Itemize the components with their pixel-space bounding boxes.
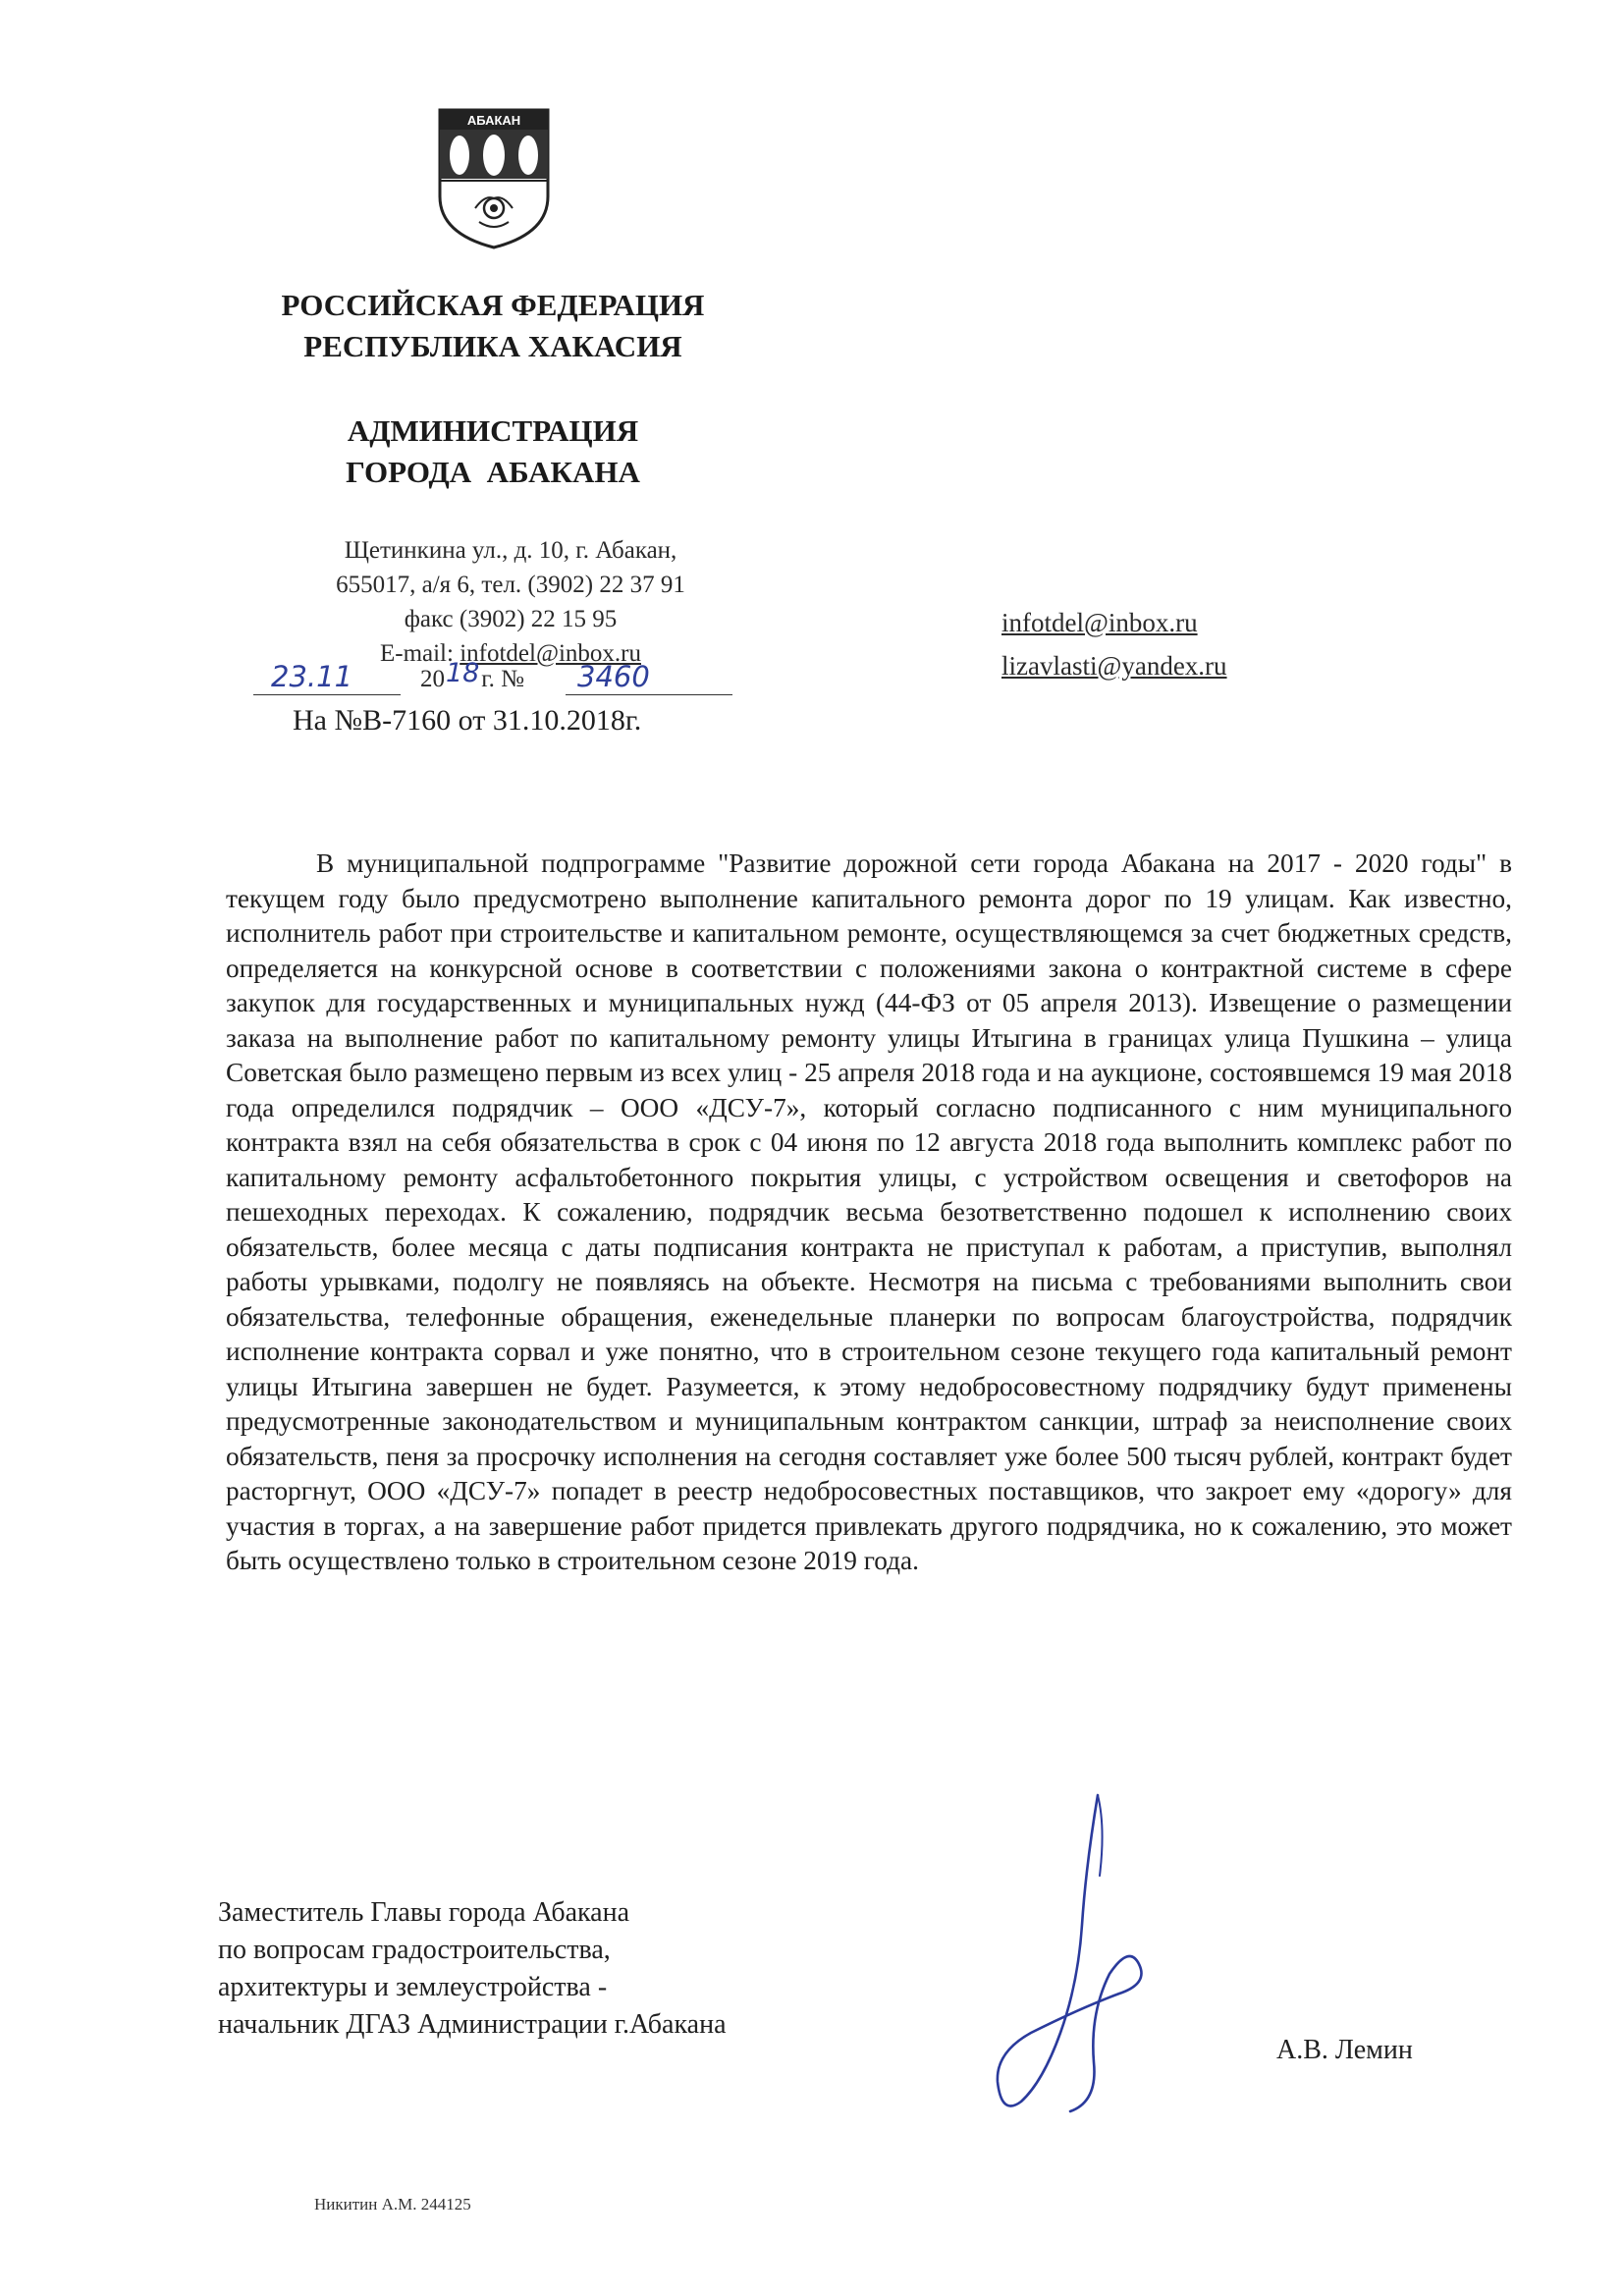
signer-position: [218, 1894, 925, 2044]
reference-line: На №В-7160 от 31.10.2018г.: [293, 704, 642, 737]
position-line-4: начальник ДГАЗ Администрации г.Абакана: [218, 2009, 727, 2040]
letter-body: В муниципальной подпрограмме "Развитие дорожной сети города Абакана на 2017 - 2020 годы" в текущем году было предусмотрено выполнение капитального ремонта дорог по 19 улицам. Как известно, исполнитель работ при строительстве и капитальном ремонте, осуществляющемся за счет бюджетных средств, определяется на конкурсной основе в соответствии с положениями закона о контрактной системе в сфере закупок для государственных и муниципальных нужд (44-ФЗ от 05 апреля 2013). Извещение о размещении заказа на выполнение работ по капитальному ремонту улицы Итыгина в границах улица Пушкина – улица Советская было размещено первым из всех улиц - 25 апреля 2018 года и на аукционе, состоявшемся 19 мая 2018 года определился подрядчик – ООО «ДСУ-7», который согласно подписанного с ним муниципального контракта взял на себя обязательства в срок с 04 июня по 12 августа 2018 года выполнить комплекс работ по капитальному ремонту асфальтобетонного покрытия улицы, с устройством освещения и светофоров на пешеходных переходах. К сожалению, подрядчик весьма безответственно подошел к исполнению своих обязательств, более месяца с даты подписания контракта не приступал к работам, а приступив, выполнял работы урывками, подолгу не появляясь на объекте. Несмотря на письма с требованиями выполнить свои обязательства, телефонные обращения, еженедельные планерки по вопросам благоустройства, подрядчик исполнение контракта сорвал и уже понятно, что в строительном сезоне текущего года капитальный ремонт улицы Итыгина завершен не будет. Разумеется, к этому недобросовестному подрядчику будут применены предусмотренные законодательством и муниципальным контрактом санкции, штраф за неисполнение своих обязательств, пеня за просрочку исполнения на сегодня составляет уже более 500 тысяч рублей, контракт будет расторгнут, ООО «ДСУ-7» попадет в реестр недобросовестных поставщиков, что закроет ему «дорогу» для участия в торгах, а на завершение работ придется привлекать другого подрядчика, но к сожалению, это может быть осуществлено только в строительном сезоне 2019 года.: [226, 848, 1512, 1575]
city-coat-of-arms: [436, 106, 552, 251]
handwritten-signature: [992, 1787, 1247, 2121]
position-line-3: архитектуры и землеустройства -: [218, 1972, 608, 2002]
email-label: E-mail:: [379, 640, 460, 667]
recipient-email-1[interactable]: infotdel@inbox.ru: [1001, 608, 1198, 637]
header-administration-line2: ГОРОДА АБАКАНА: [346, 455, 640, 489]
address-line-3: факс (3902) 22 15 95: [404, 606, 618, 632]
address-line-1: Щетинкина ул., д. 10, г. Абакан,: [344, 537, 677, 564]
address-line-2: 655017, а/я 6, тел. (3902) 22 37 91: [336, 572, 685, 598]
sender-email-link[interactable]: infotdel@inbox.ru: [460, 640, 642, 667]
header-administration-line1: АДМИНИСТРАЦИЯ: [347, 413, 639, 448]
header-administration-block: [218, 410, 768, 493]
recipient-emails: [1001, 601, 1414, 687]
header-federation: РОССИЙСКАЯ ФЕДЕРАЦИЯ: [281, 288, 705, 322]
signer-name: А.В. Лемин: [1276, 2035, 1413, 2065]
year-prefix: 20: [420, 666, 445, 692]
position-line-2: по вопросам градостроительства,: [218, 1935, 611, 1965]
year-suffix: г. №: [475, 666, 525, 692]
header-federation-block: [218, 285, 768, 367]
sender-address: [245, 533, 776, 671]
executor-note: Никитин А.М. 244125: [314, 2195, 471, 2214]
header-republic: РЕСПУБЛИКА ХАКАСИЯ: [303, 329, 682, 363]
handwritten-date: 23.11: [271, 660, 353, 693]
recipient-email-2[interactable]: lizavlasti@yandex.ru: [1001, 651, 1227, 681]
handwritten-number: 3460: [577, 660, 650, 693]
outgoing-date-number: [253, 660, 734, 699]
handwritten-year: 18: [446, 658, 480, 688]
position-line-1: Заместитель Главы города Абакана: [218, 1897, 630, 1928]
emblem-caption: АБАКАН: [466, 113, 521, 128]
